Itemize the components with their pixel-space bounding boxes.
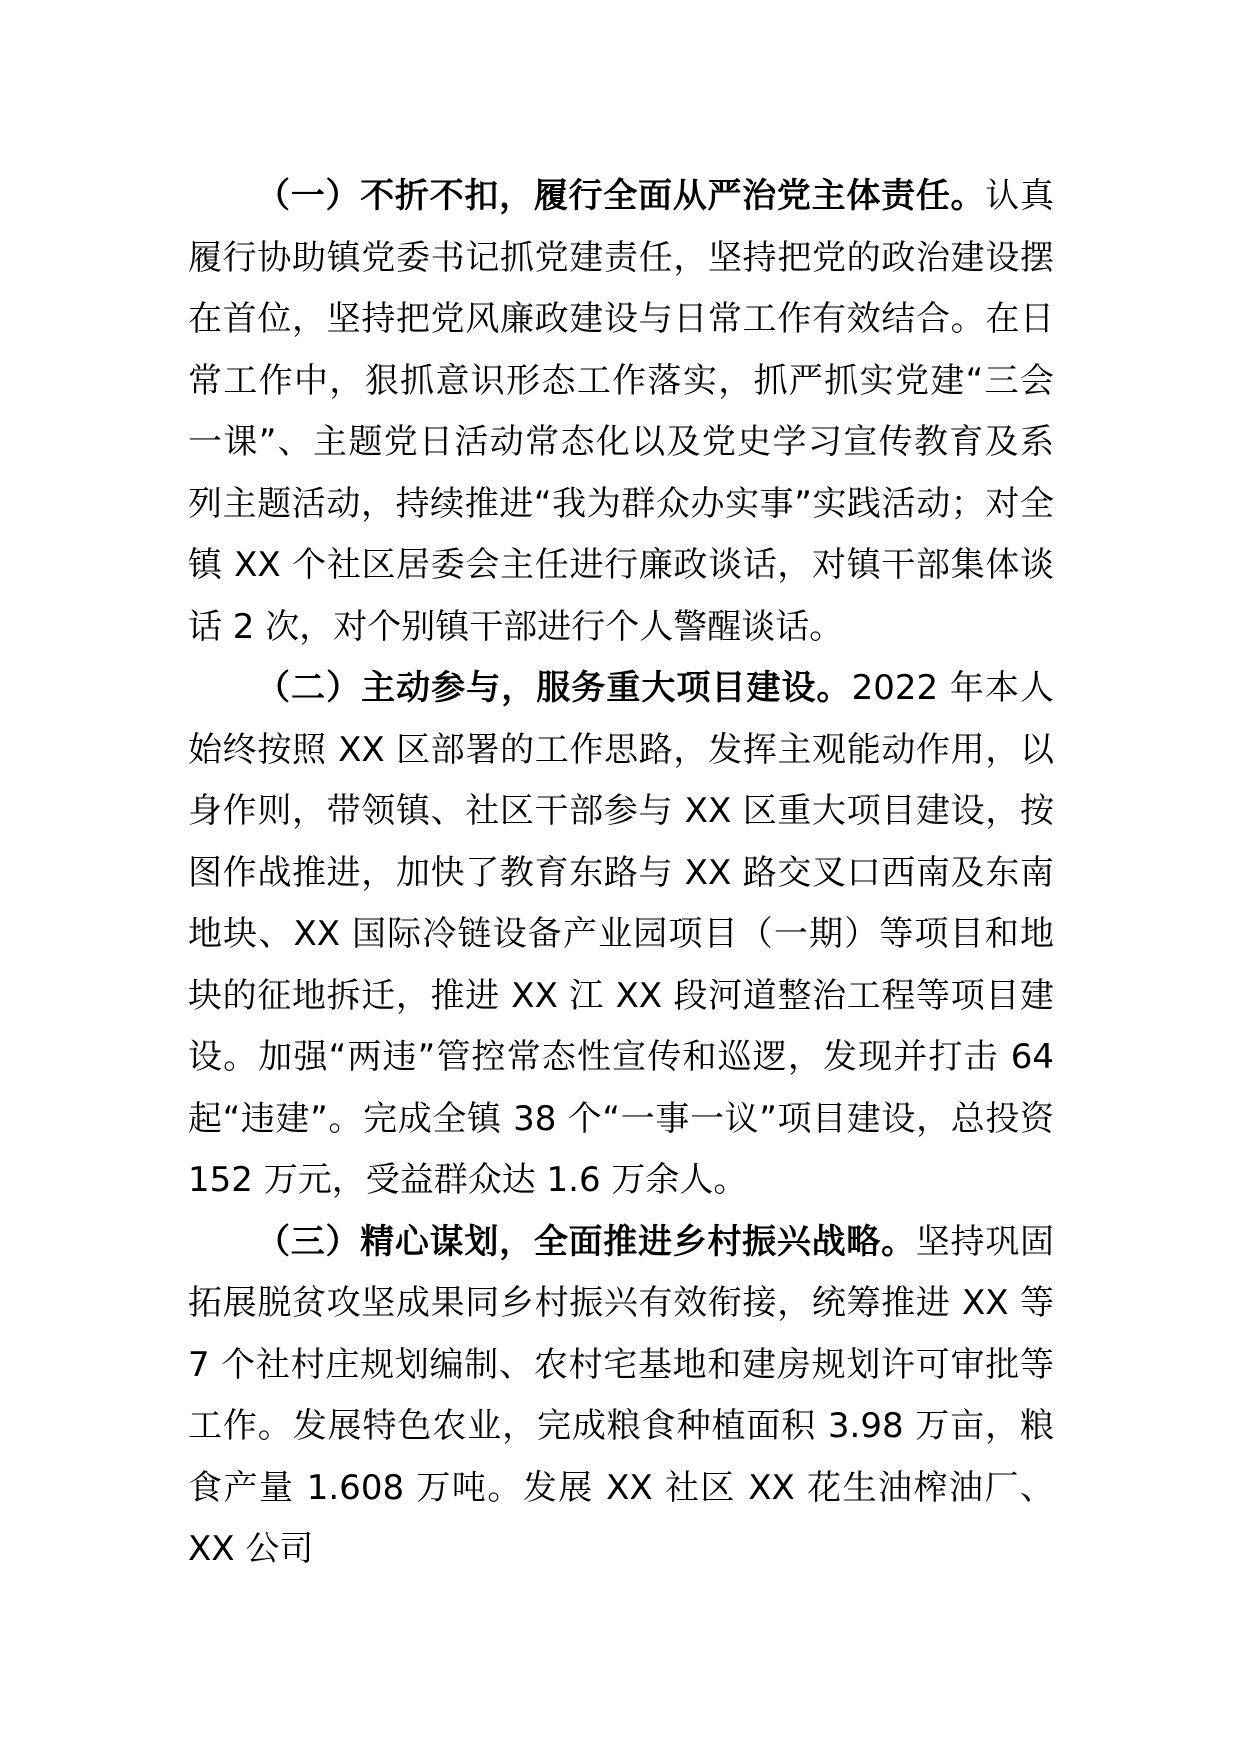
paragraph-3-heading: （三）精心谋划，全面推进乡村振兴战略。: [256, 1221, 916, 1262]
paragraph-2: [188, 658, 1054, 1212]
paragraph-2-heading: （二）主动参与，服务重大项目建设。: [256, 668, 852, 708]
paragraph-1-heading: （一）不折不扣，履行全面从严治党主体责任。: [256, 176, 986, 216]
document-body: [188, 166, 1054, 1581]
paragraph-1: [188, 166, 1054, 658]
paragraph-1-text: 认真履行协助镇党委书记抓党建责任，坚持把党的政治建设摆在首位，坚持把党风廉政建设与日常工作有效结合。在日常工作中，狠抓意识形态工作落实，抓严抓实党建“三会一课”、主题党日活动常态化以及党史学习宣传教育及系列主题活动，持续推进“我为群众办实事”实践活动；对全镇 XX 个社区居委会主任进行廉政谈话，对镇干部集体谈话 2 次，对个别镇干部进行个人警醒谈话。: [188, 176, 1055, 647]
paragraph-3: [188, 1212, 1054, 1581]
paragraph-2-text: 2022 年本人始终按照 XX 区部署的工作思路，发挥主观能动作用，以身作则，带领镇、社区干部参与 XX 区重大项目建设，按图作战推进，加快了教育东路与 XX 路交叉口西南及东南地块、XX 国际冷链设备产业园项目（一期）等项目和地块的征地拆迁，推进 XX 江 XX 段河道整治工程等项目建设。加强“两违”管控常态性宣传和巡逻，发现并打击 64 起“违建”。完成全镇 38 个“一事一议”项目建设，总投资 152 万元，受益群众达 1.6 万余人。: [188, 668, 1054, 1200]
paragraph-3-text: 坚持巩固拓展脱贫攻坚成果同乡村振兴有效衔接，统筹推进 XX 等 7 个社村庄规划编制、农村宅基地和建房规划许可审批等工作。发展特色农业，完成粮食种植面积 3.98 万亩，粮食产量 1.608 万吨。发展 XX 社区 XX 花生油榨油厂、XX 公司: [188, 1221, 1055, 1569]
